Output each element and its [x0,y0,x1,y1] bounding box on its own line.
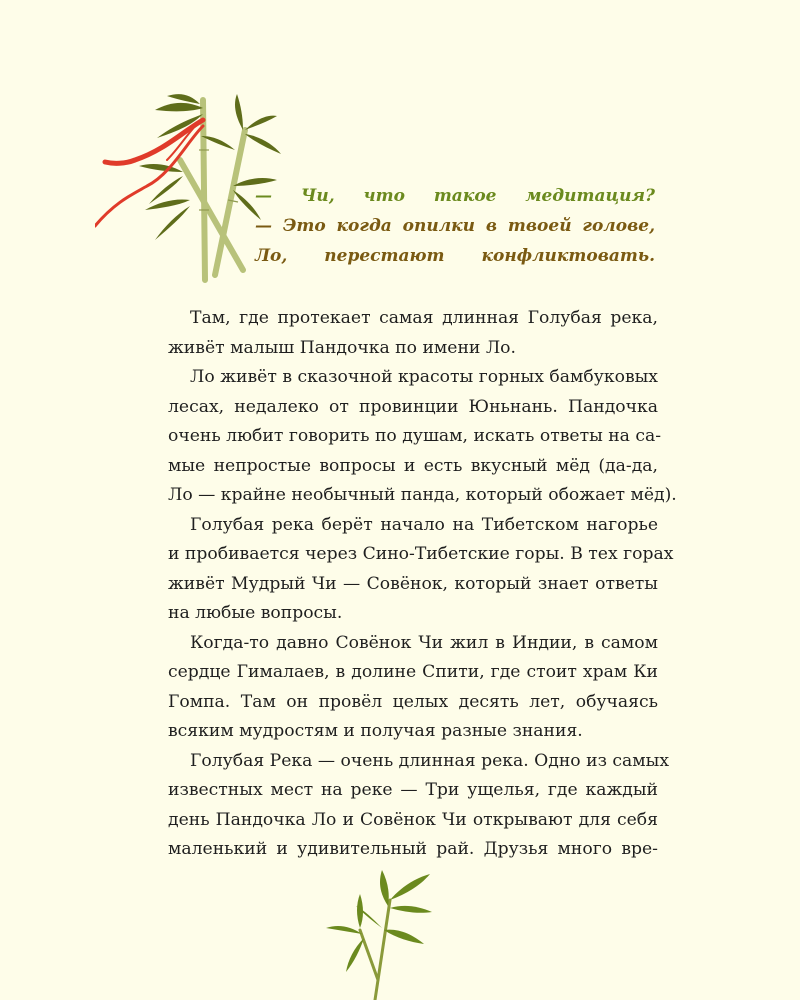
text-line: живёт малыш Пандочка по имени Ло. [168,337,516,358]
text-line: и пробивается через Сино-Тибетские горы. В тех горах [168,544,674,564]
paragraph [168,629,658,747]
text-line: Гомпа. Там он провёл целых десять лет, обучаясь [168,691,658,712]
bamboo-illustration-bottom [320,870,450,1000]
text-line: Голубая река берёт начало на Тибетском нагорье [190,514,658,535]
paragraph [168,511,674,629]
text-line: Когда-то давно Совёнок Чи жил в Индии, в самом [190,632,658,653]
paragraph [168,363,677,511]
epigraph-line: — Чи, что такое медитация? [255,186,655,206]
text-line: на любые вопросы. [168,603,343,623]
text-line: Ло — крайне необычный панда, который обожает мёд). [168,485,677,505]
paragraph [168,304,658,363]
text-line: сердце Гималаев, в долине Спити, где стоит храм Ки [168,662,658,682]
text-line: Ло живёт в сказочной красоты горных бамбуковых [190,367,658,387]
epigraph-line: Ло, перестают конфликтовать. [255,246,655,266]
text-line: Там, где протекает самая длинная Голубая река, [190,308,658,328]
text-line: всяким мудростям и получая разные знания. [168,721,583,741]
text-line: очень любит говорить по душам, искать ответы на са- [168,426,662,446]
text-line: лесах, недалеко от провинции Юньнань. Пандочка [168,396,658,417]
text-line: Голубая Река — очень длинная река. Одно из самых [190,750,670,771]
text-line: мые непростые вопросы и есть вкусный мёд (да-да, [168,455,658,476]
story-text [168,304,677,865]
text-line: день Пандочка Ло и Совёнок Чи открывают для себя [168,809,658,830]
epigraph [255,181,655,271]
epigraph-line: — Это когда опилки в твоей голове, [255,216,655,236]
text-line: известных мест на реке — Три ущелья, где каждый [168,780,658,800]
paragraph [168,747,670,865]
text-line: маленький и удивительный рай. Друзья много вре- [168,839,658,859]
text-line: живёт Мудрый Чи — Совёнок, который знает ответы [168,573,658,594]
